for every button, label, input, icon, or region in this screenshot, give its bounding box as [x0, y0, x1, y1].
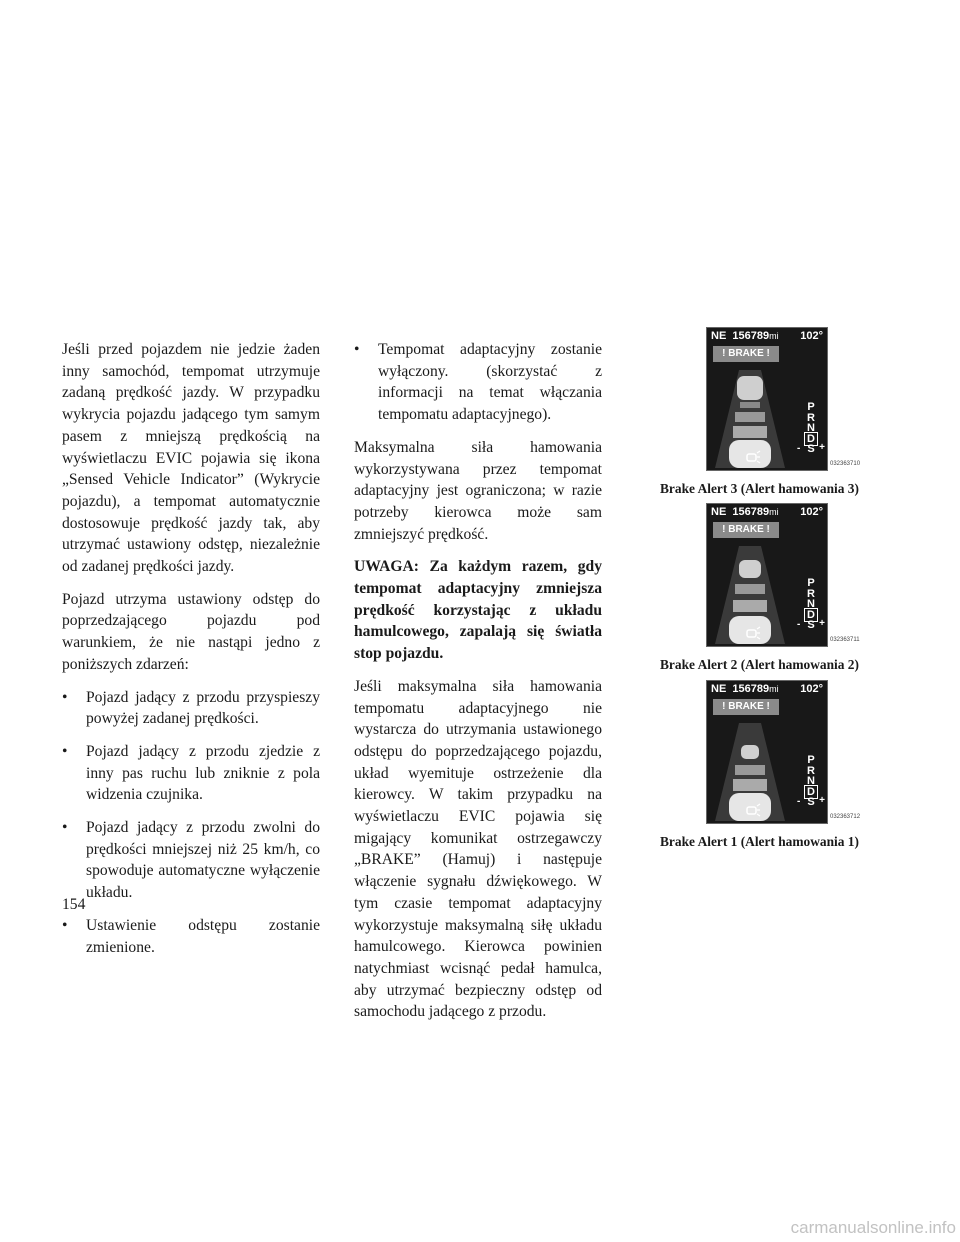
gear-s: S [807, 619, 815, 631]
gear-n: N [807, 598, 815, 610]
paragraph: Maksymalna siła hamowania wykorzystywana przez tempomat adaptacyjny jest ograniczona; w razie potrzeby kierowca może sam zmniejszyć prędkość. [354, 438, 602, 543]
gear-n: N [807, 422, 815, 434]
minus-icon: - [797, 796, 801, 807]
brake-alert-banner: ! BRAKE ! [713, 346, 779, 362]
plus-icon: + [819, 618, 825, 629]
evic-display [706, 680, 828, 824]
temperature-readout: 102° [800, 506, 823, 518]
plus-icon: + [819, 442, 825, 453]
figure-caption: Brake Alert 1 (Alert hamowania 1) [660, 834, 859, 849]
paragraph: Jeśli maksymalna siła hamowania tempomatu adaptacyjnego nie wystarcza do utrzymania ustawionego odstępu do poprzedzającego pojazdu, układ wyemituje ostrzeżenie dla kierowcy. W takim przypadku na wyświetlaczu EVIC pojawia się migający komunikat ostrzegawczy „BRAKE” (Hamuj) i następuje włączenie sygnału dźwiękowego. W tym czasie tempomat adaptacyjny wykorzystuje maksymalną siłę układu hamulcowego. Kierowca powinien natychmiast wcisnąć pedał hamulca, aby utrzymać bezpieczny odstęp od samochodu jadącego z przodu. [354, 677, 602, 1021]
bullet: • [62, 688, 68, 706]
list-item [354, 339, 602, 426]
gear-n: N [807, 775, 815, 787]
gear-indicator [797, 754, 825, 808]
bullet: • [62, 742, 68, 760]
bullet: • [354, 341, 360, 358]
gear-indicator [797, 577, 825, 631]
figure-code: 032363712 [830, 814, 861, 820]
list-item-text: Tempomat adaptacyjny zostanie wyłączony. (skorzystać z informacji na temat włączania tempomatu adaptacyjnego). [378, 341, 602, 424]
evic-display [706, 503, 828, 647]
gear-indicator [797, 401, 825, 455]
list-item-text: Pojazd jadący z przodu zjedzie z inny pas ruchu lub zniknie z pola widzenia czujnika. [86, 742, 320, 804]
text-column-middle [354, 339, 602, 1034]
brake-alert-banner: ! BRAKE ! [713, 522, 779, 538]
gear-r: R [807, 764, 815, 777]
evic-display [706, 327, 828, 471]
bullet: • [62, 819, 68, 837]
gear-s: S [807, 796, 815, 808]
list-item [62, 915, 320, 958]
gear-d: D [804, 785, 818, 799]
minus-icon: - [797, 443, 801, 454]
gear-p: P [807, 577, 815, 589]
bullet: • [62, 916, 68, 934]
page-number: 154 [62, 896, 86, 913]
gear-r: R [807, 411, 815, 424]
list-item [62, 741, 320, 806]
gear-r: R [807, 587, 815, 600]
brake-alert-banner: ! BRAKE ! [713, 699, 779, 715]
minus-icon: - [797, 619, 801, 630]
sensed-vehicle-icon [745, 450, 761, 464]
list-item [62, 687, 320, 730]
list-item-text: Pojazd jadący z przodu zwolni do prędkości mniejszej niż 25 km/h, co spowoduje automatyczne wyłączenie układu. [86, 819, 320, 902]
gear-d: D [804, 608, 818, 622]
odometer-readout: NE 156789mi [711, 506, 779, 518]
gear-p: P [807, 754, 815, 766]
figure-caption: Brake Alert 3 (Alert hamowania 3) [660, 481, 859, 496]
gear-d: D [804, 432, 818, 446]
plus-icon: + [819, 795, 825, 806]
sensed-vehicle-icon [745, 626, 761, 640]
odometer-readout: NE 156789mi [711, 683, 779, 695]
temperature-readout: 102° [800, 683, 823, 695]
gear-s: S [807, 443, 815, 455]
text-column-left [62, 339, 320, 969]
list-item-text: Pojazd jadący z przodu przyspieszy powyżej zadanej prędkości. [86, 688, 320, 728]
gear-p: P [807, 401, 815, 413]
odometer-readout: NE 156789mi [711, 330, 779, 342]
sensed-vehicle-icon [745, 803, 761, 817]
watermark: carmanualsonline.info [790, 1218, 956, 1237]
paragraph: Jeśli przed pojazdem nie jedzie żaden inny samochód, tempomat utrzymuje zadaną prędkość jazdy. W przypadku wykrycia pojazdu jadącego tym samym pasem z mniejszą prędkością na wyświetlaczu EVIC pojawia się ikona „Sensed Vehicle Indicator” (Wykrycie pojazdu), a tempomat automatycznie dostosowuje prędkość jazdy tak, aby utrzymać ustawiony odstęp, niezależnie od zadanej prędkości jazdy. [62, 341, 320, 576]
list-item [62, 817, 320, 904]
warning-note: UWAGA: Za każdym razem, gdy tempomat adaptacyjny zmniejsza prędkość korzystając z układu hamulcowego, zapalają się światła stop pojazdu. [354, 558, 602, 663]
list-item-text: Ustawienie odstępu zostanie zmienione. [86, 916, 320, 956]
paragraph: Pojazd utrzyma ustawiony odstęp do poprzedzającego pojazdu pod warunkiem, że nie nastąpi jedno z poniższych zdarzeń: [62, 590, 320, 673]
temperature-readout: 102° [800, 330, 823, 342]
figure-caption: Brake Alert 2 (Alert hamowania 2) [660, 657, 859, 672]
figure-code: 032363711 [830, 637, 860, 643]
figure-code: 032363710 [830, 461, 861, 467]
